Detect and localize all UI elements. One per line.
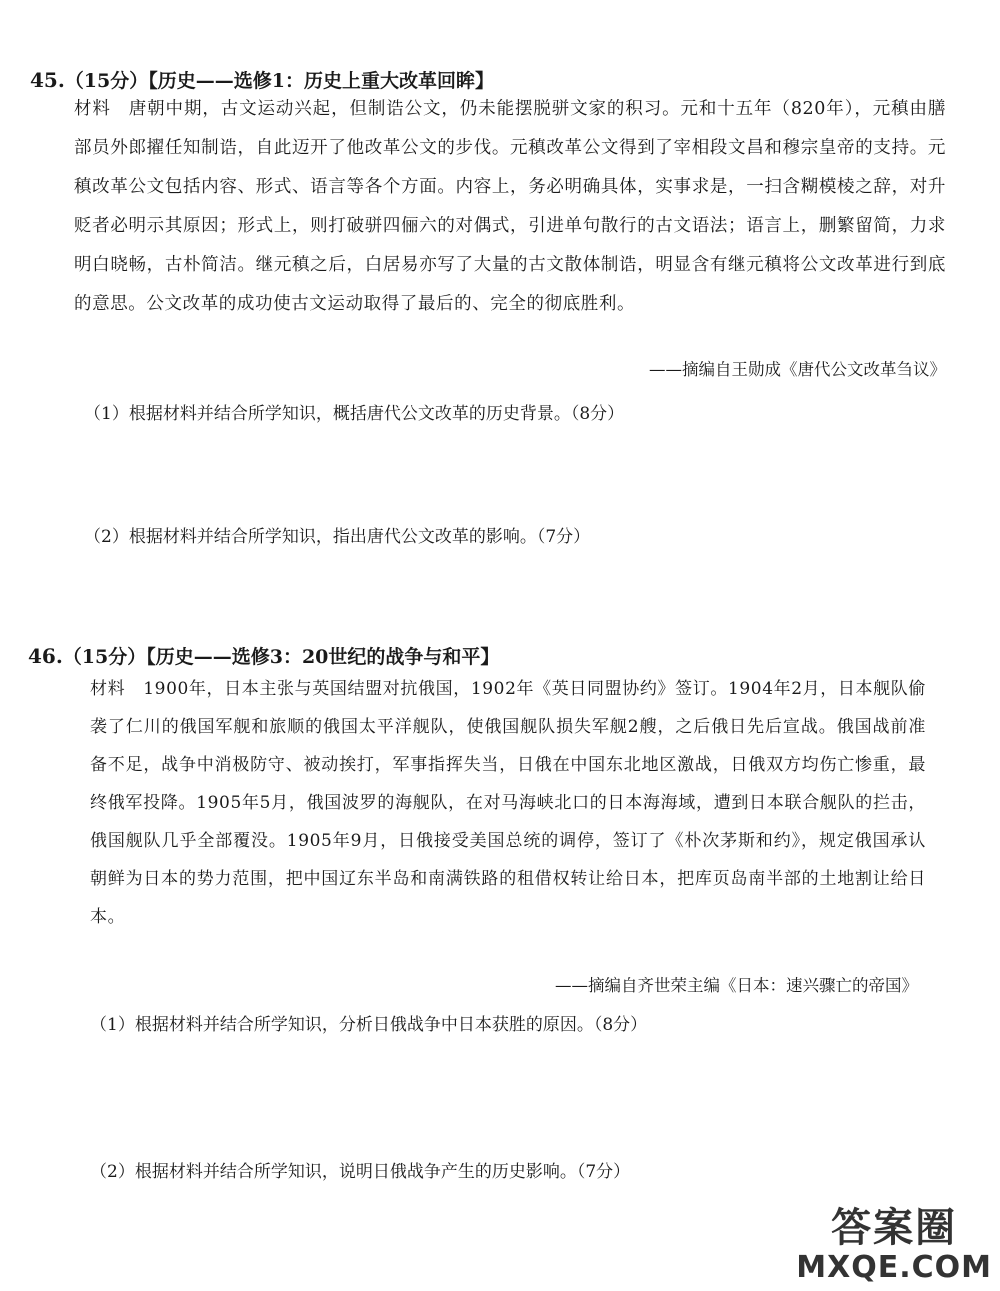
q46-subquestion-2: （2）根据材料并结合所学知识，说明日俄战争产生的历史影响。（7分） — [90, 1162, 631, 1182]
q45-heading — [30, 66, 494, 93]
q45-material-label: 材料 — [74, 99, 111, 119]
q45-subquestion-1: （1）根据材料并结合所学知识，概括唐代公文改革的历史背景。（8分） — [84, 404, 625, 424]
q45-source: ——摘编自王勋成《唐代公文改革刍议》 — [649, 360, 946, 379]
site-watermark-logo — [796, 1205, 992, 1285]
watermark-url: MXQE.COM — [796, 1250, 992, 1285]
q46-subquestion-1: （1）根据材料并结合所学知识，分析日俄战争中日本获胜的原因。（8分） — [90, 1015, 648, 1035]
q46-source: ——摘编自齐世荣主编《日本：速兴骤亡的帝国》 — [555, 976, 918, 995]
q46-material-text: 1900年，日本主张与英国结盟对抗俄国，1902年《英日同盟协约》签订。1904年2月，日本舰队偷袭了仁川的俄国军舰和旅顺的俄国太平洋舰队，使俄国舰队损失军舰2艘，之后俄日先后宣战。俄国战前准备不足，战争中消极防守、被动挨打，军事指挥失当，日俄在中国东北地区激战，日俄双方均伤亡惨重，最终俄军投降。1905年5月，俄国波罗的海舰队，在对马海峡北口的日本海海域，遭到日本联合舰队的拦击，俄国舰队几乎全部覆没。1905年9月，日俄接受美国总统的调停，签订了《朴次茅斯和约》，规定俄国承认朝鲜为日本的势力范围，把中国辽东半岛和南满铁路的租借权转让给日本，把库页岛南半部的土地割让给日本。 — [90, 679, 926, 927]
q46-material — [90, 670, 926, 936]
q45-title: （15分）【历史——选修1：历史上重大改革回眸】 — [64, 70, 494, 92]
q46-material-label: 材料 — [90, 679, 126, 699]
q45-subquestion-2: （2）根据材料并结合所学知识，指出唐代公文改革的影响。（7分） — [84, 527, 591, 547]
q46-number: 46. — [28, 644, 63, 668]
q45-number: 45. — [30, 68, 65, 92]
watermark-chars: 答案圈 — [831, 1204, 958, 1251]
q46-heading — [28, 642, 499, 669]
q45-material — [74, 90, 946, 324]
q45-material-text: 唐朝中期，古文运动兴起，但制诰公文，仍未能摆脱骈文家的积习。元和十五年（820年），元稹由膳部员外郎擢任知制诰，自此迈开了他改革公文的步伐。元稹改革公文得到了宰相段文昌和穆宗皇帝的支持。元稹改革公文包括内容、形式、语言等各个方面。内容上，务必明确具体，实事求是，一扫含糊模棱之辞，对升贬者必明示其原因；形式上，则打破骈四俪六的对偶式，引进单句散行的古文语法；语言上，删繁留简，力求明白晓畅，古朴简洁。继元稹之后，白居易亦写了大量的古文散体制诰，明显含有继元稹将公文改革进行到底的意思。公文改革的成功使古文运动取得了最后的、完全的彻底胜利。 — [74, 99, 946, 314]
q46-title: （15分）【历史——选修3：20世纪的战争与和平】 — [62, 646, 500, 668]
